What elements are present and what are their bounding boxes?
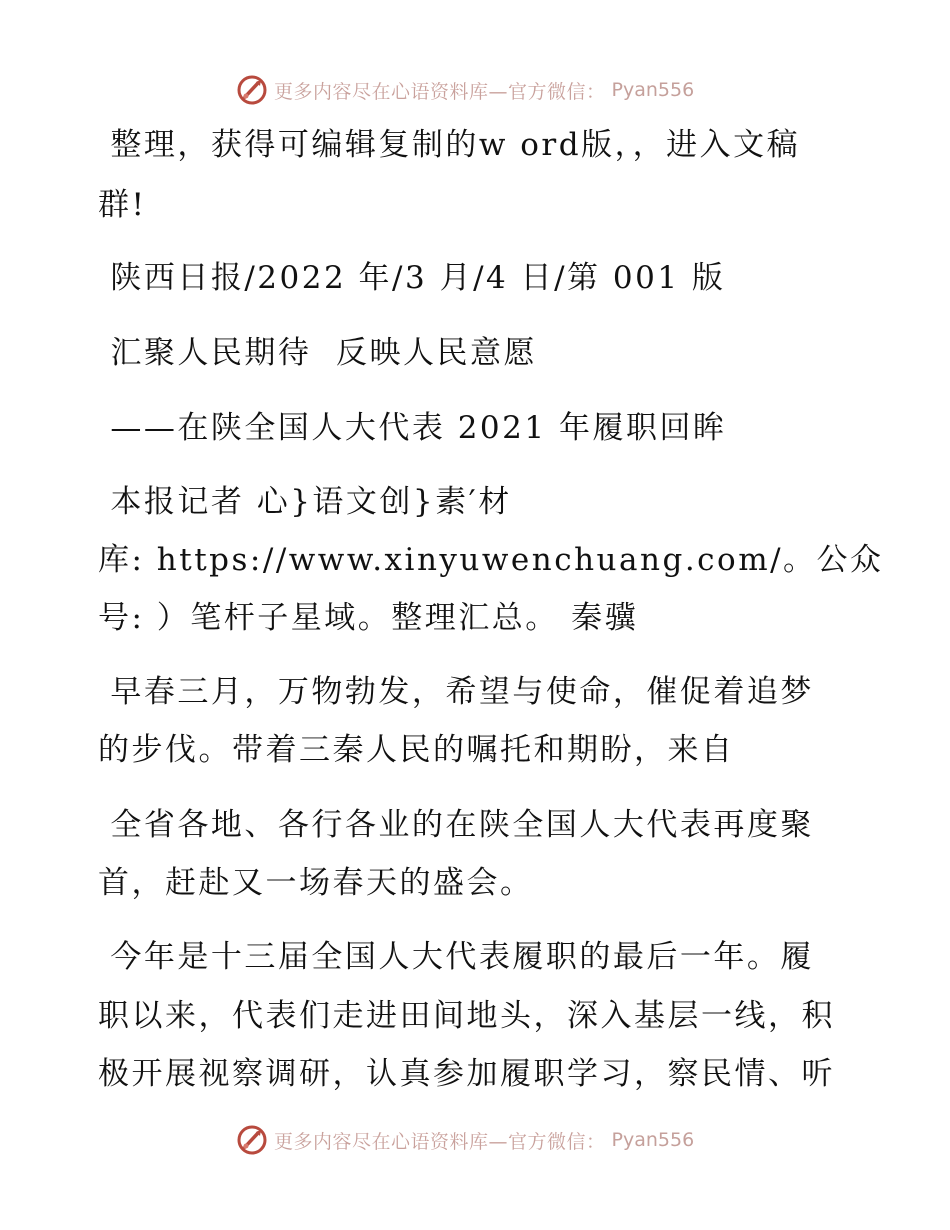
article-title: 汇聚人民期待 反映人民意愿 [98, 335, 538, 371]
text-line: 今年是十三届全国人大代表履职的最后一年。履 [98, 939, 814, 975]
text-line: 全省各地、各行各业的在陕全国人大代表再度聚 [98, 807, 814, 843]
watermark-text: 更多内容尽在心语资料库—官方微信： [274, 1130, 606, 1153]
byline: 本报记者 心}语文创}素′材 [98, 484, 512, 520]
publication-line: 陕西日报/2022 年/3 月/4 日/第 001 版 [98, 260, 726, 296]
watermark-text: 更多内容尽在心语资料库—官方微信： [274, 80, 606, 103]
text-line: 整理，获得可编辑复制的w ord版，，进入文稿 [98, 127, 801, 163]
brush-pen-seal-logo-icon [236, 1124, 268, 1156]
text-line: 早春三月，万物勃发，希望与使命，催促着追梦 [98, 674, 814, 710]
watermark-handle: Pyan556 [611, 79, 695, 101]
footer-watermark [236, 1123, 694, 1157]
brush-pen-seal-logo-icon [236, 74, 268, 106]
text-line: 库: https://www.xinyuwenchuang.com/。公众 [98, 542, 884, 578]
article-subtitle: ——在陕全国人大代表 2021 年履职回眸 [98, 410, 727, 446]
text-line: 的步伐。带着三秦人民的嘱托和期盼，来自 [98, 732, 735, 768]
text-line: 首，赶赴又一场春天的盛会。 [98, 865, 534, 901]
text-line: 群! [98, 187, 147, 223]
text-line: 极开展视察调研，认真参加履职学习，察民情、听 [98, 1056, 835, 1092]
text-line: 号: ）笔杆子星域。整理汇总。 秦骥 [98, 600, 639, 636]
watermark-handle: Pyan556 [611, 1129, 695, 1151]
text-line: 职以来，代表们走进田间地头，深入基层一线，积 [98, 998, 835, 1034]
header-watermark [236, 73, 694, 107]
